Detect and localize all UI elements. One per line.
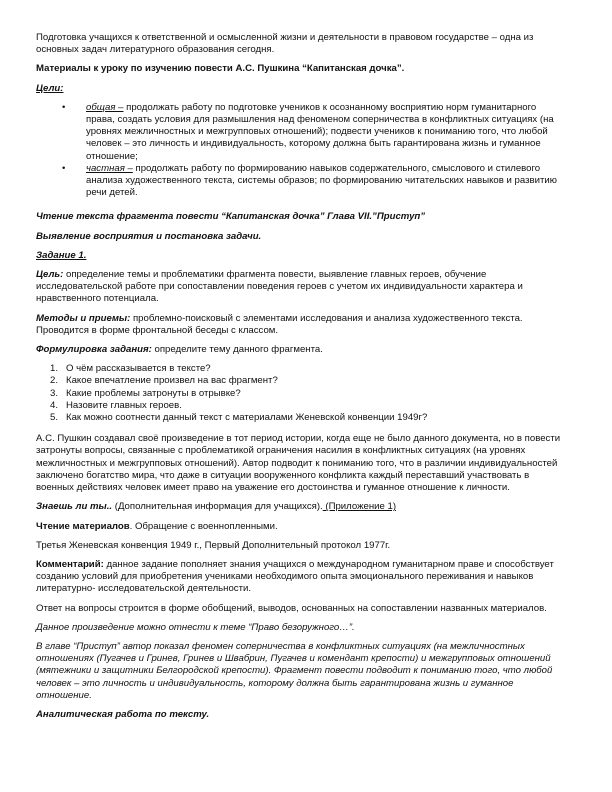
methods-paragraph — [36, 313, 564, 337]
goal-term: частная – — [86, 162, 133, 174]
document-body — [36, 32, 564, 728]
goal-item-specific — [36, 163, 564, 200]
question-number: 4. — [50, 399, 59, 411]
theme-note: Данное произведение можно отнести к теме “Право безоружного…”. — [36, 621, 355, 633]
methods-text: проблемно-поисковый с элементами исследования и анализа художественного текста. Проводится в форме фронтальной беседы с классом. — [36, 312, 523, 336]
aim-text: определение темы и проблематики фрагмента повести, выявление главных героев, обучение исследовательской работе при сопоставлении поведения героев с учетом их индивидуальности характера и нравственного потенциала. — [36, 269, 523, 305]
question-number: 2. — [50, 375, 59, 387]
comment-paragraph — [36, 559, 564, 596]
goals-list — [36, 102, 564, 200]
perception-heading: Выявление восприятия и постановка задачи. — [36, 230, 262, 242]
question-number: 1. — [50, 363, 59, 375]
goal-text: продолжать работу по формированию навыков содержательного, смыслового и стилевого анализа художественного текста, системы образов; по формированию читательских навыков и развитию речи детей. — [86, 162, 557, 199]
question-item — [36, 363, 564, 375]
answer-note: Ответ на вопросы строится в форме обобщений, выводов, основанных на сопоставлении названных материалов. — [36, 602, 547, 614]
reading-materials-paragraph — [36, 521, 564, 533]
task-heading: Задание 1. — [36, 249, 87, 261]
comment-label: Комментарий: — [36, 558, 104, 570]
question-item — [36, 400, 564, 412]
comment-text: данное задание пополняет знания учащихся о международном гуманитарном праве и способствует созданию условий для приобретения учениками необходимого опыта эмоционального переживания и навыков литературно- исследовательской деятельности. — [36, 558, 554, 595]
convention-paragraph: Третья Женевская конвенция 1949 г., Первый Дополнительный протокол 1977г. — [36, 539, 391, 551]
goal-item-general — [36, 102, 564, 163]
aim-label: Цель: — [36, 269, 64, 281]
goal-term: общая – — [86, 101, 124, 113]
formulation-text: определите тему данного фрагмента. — [151, 344, 323, 356]
question-number: 3. — [50, 387, 59, 399]
reading-text: . Обращение с военнопленными. — [129, 520, 278, 532]
formulation-label: Формулировка задания: — [36, 344, 152, 356]
reading-heading: Чтение текста фрагмента повести “Капитанская дочка” Глава VII.”Приступ” — [36, 211, 426, 223]
know-label: Знаешь ли ты.. — [36, 501, 113, 513]
goals-heading: Цели: — [36, 82, 64, 94]
question-text: О чём рассказывается в тексте? — [66, 363, 211, 375]
question-number: 5. — [50, 412, 59, 424]
methods-label: Методы и приемы: — [36, 312, 131, 324]
intro-paragraph: Подготовка учащихся к ответственной и осмысленной жизни и деятельности в правовом государстве – одна из основных задач литературного образования сегодня. — [36, 32, 534, 56]
formulation-paragraph — [36, 344, 564, 356]
bullet-icon: • — [62, 101, 66, 113]
chapter-note: В главе “Приступ” автор показал феномен соперничества в конфликтных ситуациях (на межличностных отношениях (Пугачев и Гринев, Гринев и Швабрин, Пугачев и комендант крепости) и межгрупповых отношений (мятежники и защитники Белгородской крепости). Фрагмент повести подводит к пониманию того, что любой человек – это личность и индивидуальность, которому должна быть гарантирована жизнь и гуманное отношение. — [36, 640, 553, 701]
appendix-link[interactable]: (Приложение 1) — [322, 501, 397, 513]
bullet-icon: • — [62, 162, 66, 174]
question-item — [36, 412, 564, 424]
question-item — [36, 388, 564, 400]
aim-paragraph — [36, 269, 564, 306]
pushkin-paragraph: А.С. Пушкин создавал своё произведение в тот период истории, когда еще не было данного документа, но в повести затронуты вопросы, связанные с проблематикой ограничения насилия в конфликтных ситуациях (на уровнях межличностных и межгрупповых отношений). Автор подводит к пониманию того, что в различии индивидуальностей заключено богатство мира, что даже в ситуации вооруженного конфликта каждый переставший участвовать в военных действиях человек имеет право на уважение его достоинства и гуманное отношение к личности. — [36, 433, 561, 494]
question-item — [36, 375, 564, 387]
know-paragraph — [36, 501, 564, 513]
know-text: (Дополнительная информация для учащихся). — [112, 501, 323, 513]
question-text: Как можно соотнести данный текст с материалами Женевской конвенции 1949г? — [66, 412, 428, 424]
goal-text: продолжать работу по подготовке учеников к осознанному восприятию норм гуманитарного права, создать условия для размышления над феноменом соперничества в конфликтных ситуациях (на уровнях межличностных и межгрупповых отношений); подвести учеников к пониманию того, что любой человек – это личность и индивидуальность, которому должна быть гарантирована жизнь и гуманное отношение; — [86, 101, 554, 162]
question-text: Какие проблемы затронуты в отрывке? — [66, 387, 241, 399]
analysis-heading: Аналитическая работа по тексту. — [36, 708, 210, 720]
materials-heading: Материалы к уроку по изучению повести А.С. Пушкина “Капитанская дочка”. — [36, 63, 405, 75]
question-text: Какое впечатление произвел на вас фрагмент? — [66, 375, 278, 387]
reading-label: Чтение материалов — [36, 520, 130, 532]
questions-list — [36, 363, 564, 424]
question-text: Назовите главных героев. — [66, 399, 182, 411]
